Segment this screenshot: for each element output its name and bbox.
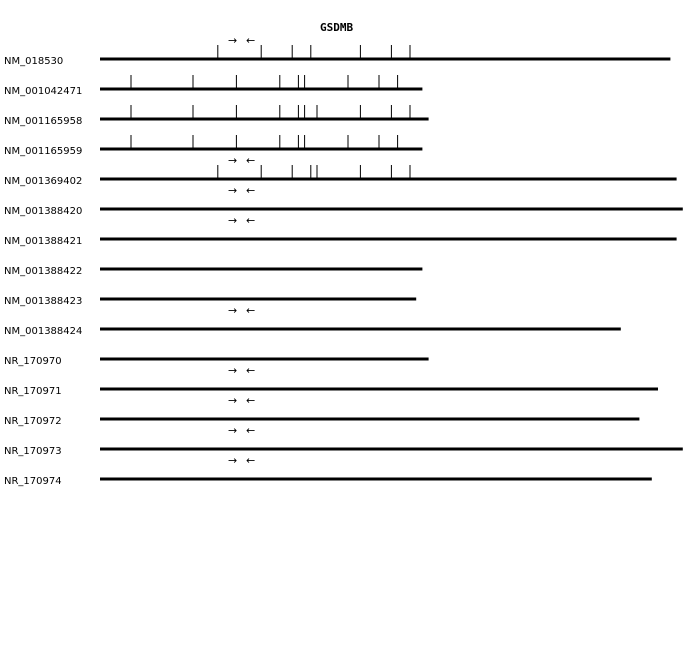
transcript-rows xyxy=(4,34,683,487)
transcript-row xyxy=(4,135,422,157)
transcript-label: NR_170973 xyxy=(4,446,62,457)
transcript-row xyxy=(4,356,429,367)
transcript-label: NM_001388422 xyxy=(4,266,83,277)
reverse-primer-arrow-icon: ← xyxy=(246,364,256,377)
transcript-label: NR_170972 xyxy=(4,416,62,427)
transcript-label: NM_001165959 xyxy=(4,146,83,157)
forward-primer-arrow-icon: → xyxy=(228,304,238,317)
transcript-label: NR_170970 xyxy=(4,356,62,367)
transcript-row xyxy=(4,296,416,307)
forward-primer-arrow-icon: → xyxy=(228,364,238,377)
transcript-label: NM_001369402 xyxy=(4,176,83,187)
reverse-primer-arrow-icon: ← xyxy=(246,214,256,227)
gene-title: GSDMB xyxy=(320,21,354,34)
reverse-primer-arrow-icon: ← xyxy=(246,184,256,197)
transcript-row xyxy=(4,236,677,247)
transcript-label: NM_001388420 xyxy=(4,206,83,217)
forward-primer-arrow-icon: → xyxy=(228,184,238,197)
transcript-label: NM_018530 xyxy=(4,56,64,67)
transcript-label: NR_170974 xyxy=(4,476,62,487)
forward-primer-arrow-icon: → xyxy=(228,34,238,47)
forward-primer-arrow-icon: → xyxy=(228,424,238,437)
transcript-row xyxy=(4,206,683,217)
transcript-row xyxy=(4,45,670,67)
forward-primer-arrow-icon: → xyxy=(228,394,238,407)
reverse-primer-arrow-icon: ← xyxy=(246,454,256,467)
transcript-label: NR_170971 xyxy=(4,386,62,397)
reverse-primer-arrow-icon: ← xyxy=(246,34,256,47)
transcript-label: NM_001042471 xyxy=(4,86,83,97)
reverse-primer-arrow-icon: ← xyxy=(246,394,256,407)
transcript-row xyxy=(4,416,639,427)
transcript-label: NM_001388424 xyxy=(4,326,83,337)
forward-primer-arrow-icon: → xyxy=(228,154,238,167)
transcript-label: NM_001388421 xyxy=(4,236,83,247)
transcript-row xyxy=(4,165,677,187)
transcript-label: NM_001388423 xyxy=(4,296,83,307)
transcript-row xyxy=(4,105,429,127)
forward-primer-arrow-icon: → xyxy=(228,214,238,227)
transcript-row xyxy=(4,386,658,397)
transcript-label: NM_001165958 xyxy=(4,116,83,127)
transcript-row xyxy=(4,326,621,337)
reverse-primer-arrow-icon: ← xyxy=(246,424,256,437)
transcript-row xyxy=(4,266,422,277)
transcript-row xyxy=(4,75,422,97)
forward-primer-arrow-icon: → xyxy=(228,454,238,467)
reverse-primer-arrow-icon: ← xyxy=(246,304,256,317)
reverse-primer-arrow-icon: ← xyxy=(246,154,256,167)
transcript-row xyxy=(4,446,683,457)
transcript-row xyxy=(4,476,652,487)
